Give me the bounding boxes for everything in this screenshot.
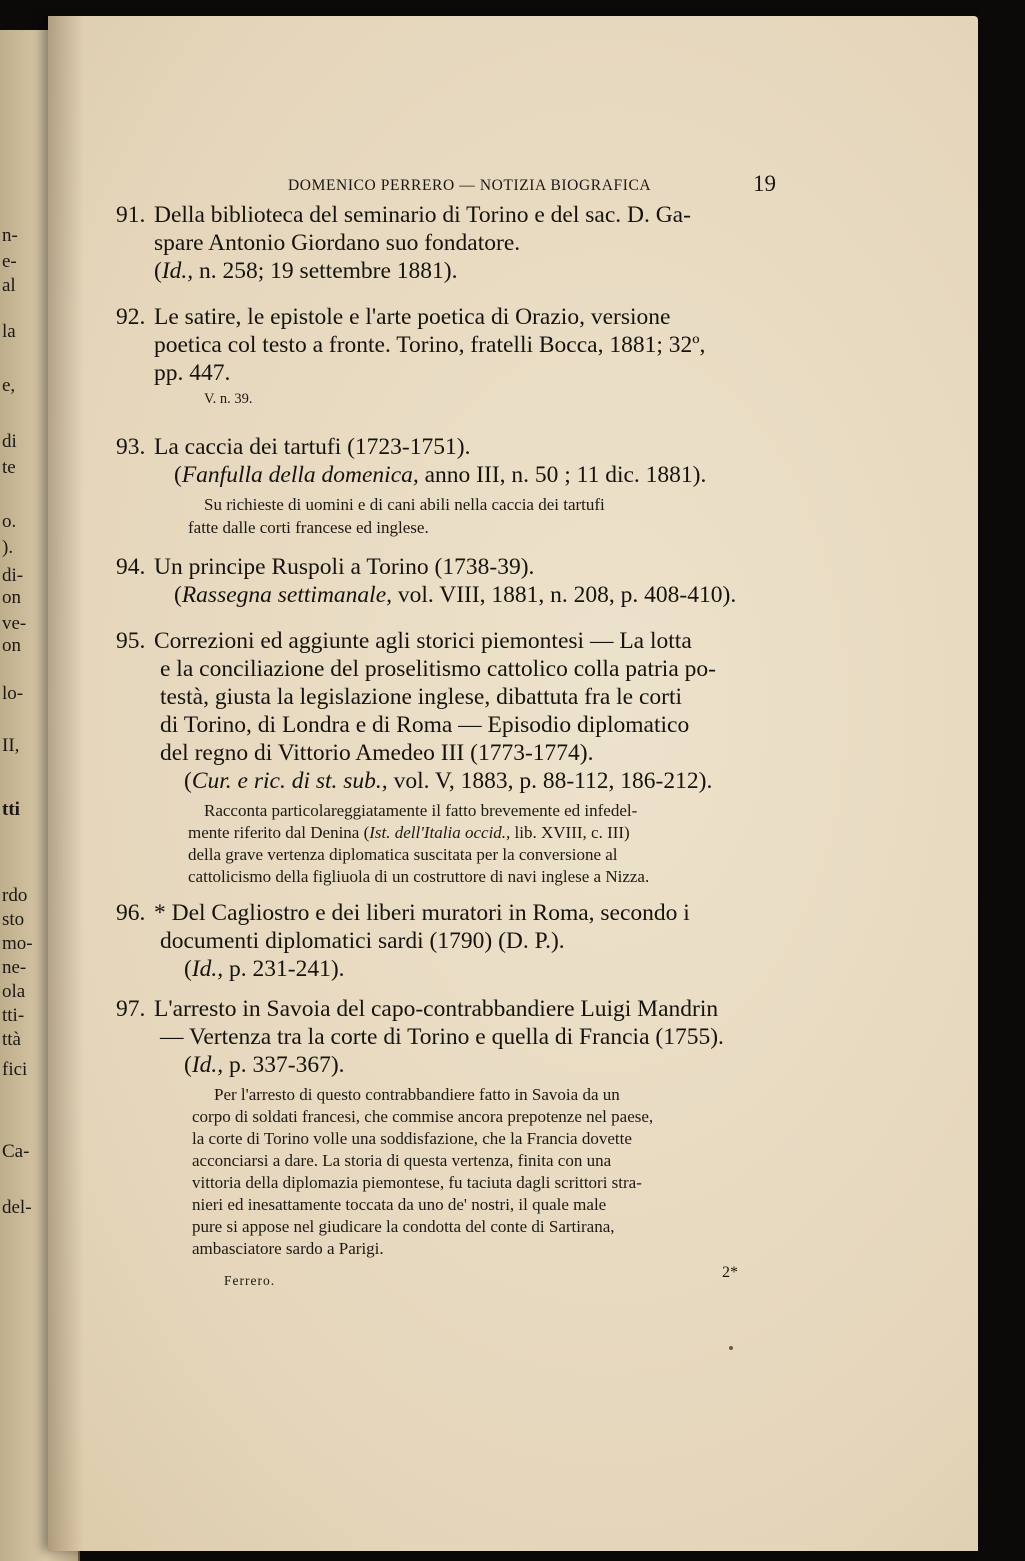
entry-number: 97. xyxy=(116,996,146,1022)
entry-source: (Rassegna settimanale, vol. VIII, 1881, n. 208, p. 408-410). xyxy=(174,582,737,608)
facing-text-fragment: n- xyxy=(2,225,18,246)
gutter-shadow xyxy=(48,16,84,1551)
entry-note: V. n. 39. xyxy=(204,391,253,407)
entry-number: 96. xyxy=(116,900,146,926)
facing-text-fragment: ola xyxy=(2,981,26,1002)
entry-annotation: fatte dalle corti francese ed inglese. xyxy=(188,518,429,537)
entry-source: (Id., n. 258; 19 settembre 1881). xyxy=(154,258,458,284)
entry-title-line: Della biblioteca del seminario di Torino e del sac. D. Ga- xyxy=(154,202,691,228)
page-number: 19 xyxy=(753,171,776,196)
entry-annotation: acconciarsi a dare. La storia di questa vertenza, finita con una xyxy=(192,1151,612,1170)
entry-annotation: Per l'arresto di questo contrabbandiere fatto in Savoia da un xyxy=(214,1085,620,1104)
source-title: Id., xyxy=(191,1052,224,1078)
facing-text-fragment: tti- xyxy=(2,1005,25,1026)
source-details: n. 258; 19 settembre 1881). xyxy=(193,258,458,284)
entry-title-line: — Vertenza tra la corte di Torino e quella di Francia (1755). xyxy=(160,1024,724,1050)
entry-title-line: * Del Cagliostro e dei liberi muratori in Roma, secondo i xyxy=(154,900,690,926)
facing-text-fragment: lo- xyxy=(2,683,24,704)
entry-number: 93. xyxy=(116,434,146,460)
entry-source: (Cur. e ric. di st. sub., vol. V, 1883, p. 88-112, 186-212). xyxy=(184,768,713,794)
facing-text-fragment: del- xyxy=(2,1197,32,1218)
facing-text-fragment: on xyxy=(2,587,21,608)
facing-text-fragment: ). xyxy=(2,537,14,558)
source-title: Rassegna settimanale, xyxy=(181,582,392,608)
entry-number: 95. xyxy=(116,628,146,654)
facing-text-fragment: sto xyxy=(2,909,25,930)
entry-title-line: Le satire, le epistole e l'arte poetica di Orazio, versione xyxy=(154,304,671,330)
entry-annotation: vittoria della diplomazia piemontese, fu taciuta dagli scrittori stra- xyxy=(192,1173,642,1192)
signature-number: 2* xyxy=(722,1264,738,1281)
book-page xyxy=(48,16,978,1551)
source-details: vol. VIII, 1881, n. 208, p. 408-410). xyxy=(392,582,737,608)
entry-title-line: La caccia dei tartufi (1723-1751). xyxy=(154,434,471,460)
entry-title-line: e la conciliazione del proselitismo cattolico colla patria po- xyxy=(160,656,716,682)
entry-title-line: testà, giusta la legislazione inglese, dibattuta fra le corti xyxy=(160,684,683,710)
entry-annotation: cattolicismo della figliuola di un costruttore di navi inglese a Nizza. xyxy=(188,867,650,886)
entry-title-line: pp. 447. xyxy=(154,360,231,386)
facing-text-fragment: on xyxy=(2,635,21,656)
running-header: DOMENICO PERRERO — NOTIZIA BIOGRAFICA xyxy=(288,177,652,194)
entry-title-line: Un principe Ruspoli a Torino (1738-39). xyxy=(154,554,535,580)
entry-annotation xyxy=(188,824,630,841)
source-title: Id., xyxy=(191,956,224,982)
facing-text-fragment: di xyxy=(2,431,17,452)
entry-annotation: Racconta particolareggiatamente il fatto brevemente ed infedel- xyxy=(204,801,638,820)
ink-speck xyxy=(729,1346,733,1350)
entry-annotation: nieri ed inesattamente toccata da uno de' nostri, il quale male xyxy=(192,1195,607,1214)
entry-annotation: pure si appose nel giudicare la condotta del conte di Sartirana, xyxy=(192,1217,615,1236)
entry-title-line: Correzioni ed aggiunte agli storici piemontesi — La lotta xyxy=(154,628,692,654)
signature-mark: Ferrero. xyxy=(224,1273,276,1288)
entry-number: 91. xyxy=(116,202,146,228)
entry-title-line: di Torino, di Londra e di Roma — Episodio diplomatico xyxy=(160,712,690,738)
entry-source: (Id., p. 231-241). xyxy=(184,956,345,982)
facing-text-fragment: ve- xyxy=(2,613,27,634)
entry-title-line: poetica col testo a fronte. Torino, fratelli Bocca, 1881; 32º, xyxy=(154,332,706,358)
entry-annotation: la corte di Torino volle una soddisfazione, che la Francia dovette xyxy=(192,1129,632,1148)
facing-text-fragment: fici xyxy=(2,1059,28,1080)
facing-text-fragment: II, xyxy=(2,735,20,756)
facing-text-fragment: ne- xyxy=(2,957,27,978)
facing-text-fragment: ttà xyxy=(2,1029,21,1050)
entry-number: 94. xyxy=(116,554,146,580)
entry-title-line: documenti diplomatici sardi (1790) (D. P.). xyxy=(160,928,565,954)
facing-text-fragment: Ca- xyxy=(2,1141,30,1162)
facing-text-fragment: te xyxy=(2,457,16,478)
source-title: Cur. e ric. di st. sub., xyxy=(191,768,388,794)
source-details: p. 231-241). xyxy=(223,956,345,982)
annotation-italic: Ist. dell'Italia occid., xyxy=(369,823,511,842)
entry-annotation: corpo di soldati francesi, che commise ancora prepotenze nel paese, xyxy=(192,1107,654,1126)
facing-text-fragment: e- xyxy=(2,251,17,272)
entry-title-line: del regno di Vittorio Amedeo III (1773-1774). xyxy=(160,740,594,766)
annotation-text: lib. XVIII, c. III) xyxy=(510,823,630,842)
entry-source: (Fanfulla della domenica, anno III, n. 50 ; 11 dic. 1881). xyxy=(174,462,707,488)
entry-title-line: L'arresto in Savoia del capo-contrabbandiere Luigi Mandrin xyxy=(154,996,719,1022)
entry-number: 92. xyxy=(116,304,146,330)
facing-text-fragment: di- xyxy=(2,565,24,586)
source-details: p. 337-367). xyxy=(223,1052,345,1078)
facing-text-fragment: la xyxy=(2,321,16,342)
annotation-text: mente riferito dal Denina ( xyxy=(188,823,370,842)
facing-text-fragment: al xyxy=(2,275,16,296)
facing-text-fragment: mo- xyxy=(2,933,33,954)
entry-annotation: della grave vertenza diplomatica suscitata per la conversione al xyxy=(188,845,618,864)
source-title: Fanfulla della domenica, xyxy=(181,462,419,488)
entry-annotation: ambasciatore sardo a Parigi. xyxy=(192,1239,384,1258)
source-title: Id., xyxy=(161,258,194,284)
entry-annotation: Su richieste di uomini e di cani abili nella caccia dei tartufi xyxy=(204,495,605,514)
entry-title-line: spare Antonio Giordano suo fondatore. xyxy=(154,230,521,256)
facing-text-fragment: e, xyxy=(2,375,16,396)
source-details: vol. V, 1883, p. 88-112, 186-212). xyxy=(387,768,713,794)
facing-text-fragment: tti xyxy=(2,799,20,820)
source-details: anno III, n. 50 ; 11 dic. 1881). xyxy=(418,462,707,488)
entry-source: (Id., p. 337-367). xyxy=(184,1052,345,1078)
facing-text-fragment: o. xyxy=(2,511,17,532)
facing-text-fragment: rdo xyxy=(2,885,28,906)
